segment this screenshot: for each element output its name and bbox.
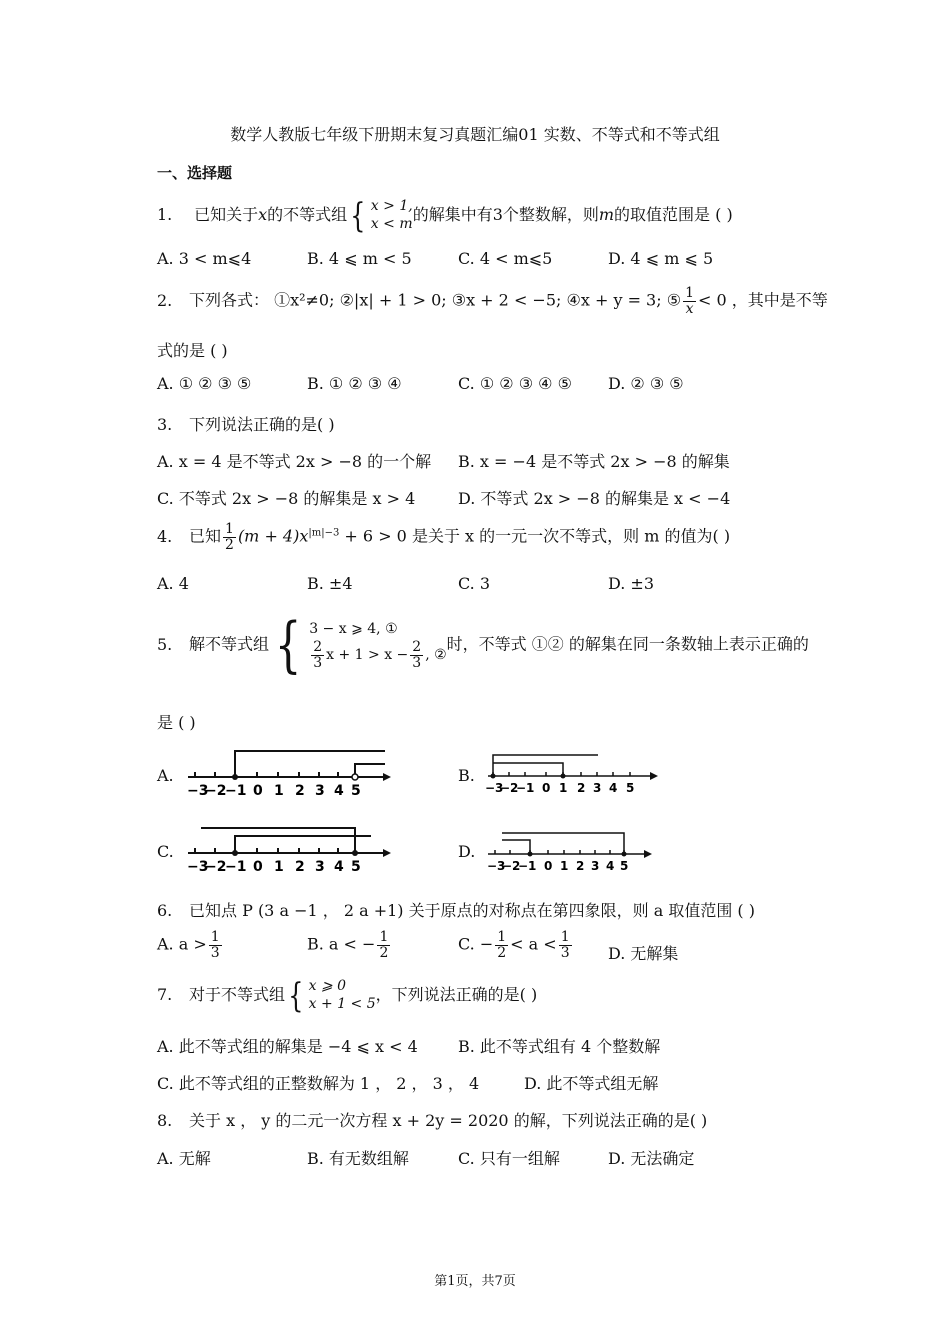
svg-text:2: 2	[295, 859, 305, 872]
number-line-a	[183, 746, 393, 796]
question-8: 8. 关于 x ， y 的二元一次方程 x + 2y = 2020 的解，下列说法正确的是( )	[157, 1111, 708, 1130]
brace: {	[274, 610, 302, 680]
question-2-continued: 式的是 ( )	[157, 341, 228, 360]
q4-option-d: D. ±3	[608, 574, 655, 593]
question-number: 8.	[157, 1111, 173, 1130]
q2-option-d: D. ② ③ ⑤	[608, 374, 684, 393]
q3-option-b: B. x = −4 是不等式 2x > −8 的解集	[458, 452, 730, 471]
svg-text:4: 4	[334, 859, 344, 872]
q2-option-c: C. ① ② ③ ④ ⑤	[458, 374, 572, 393]
svg-text:3: 3	[315, 859, 325, 872]
q1-option-c: C. 4 < m⩽5	[458, 249, 553, 268]
brace: {	[350, 195, 366, 236]
svg-text:1: 1	[274, 859, 284, 872]
question-4: 4. 已知 $\frac{1}{2}$ $(m + 4)x^{|m|-3} + 6 > 0$ 是关于 x 的一元一次不等式，则 m 的值为( )	[157, 521, 731, 553]
q7-option-b: B. 此不等式组有 4 个整数解	[458, 1037, 661, 1056]
q6-option-d: D. 无解集	[608, 944, 679, 963]
question-number: 6.	[157, 901, 173, 920]
svg-text:4: 4	[606, 859, 615, 872]
inequality-system: x ⩾ 0 x + 1 < 5	[308, 978, 376, 1012]
svg-text:0: 0	[542, 781, 551, 794]
q3-option-a: A. x = 4 是不等式 2x > −8 的一个解	[157, 452, 432, 471]
q6-option-b: B. a < − $\frac{1}{2}$	[307, 929, 389, 961]
svg-text:−3: −3	[485, 781, 504, 794]
q3-option-c: C. 不等式 2x > −8 的解集是 x > 4	[157, 489, 416, 508]
fraction: $\frac{1}{2}$	[225, 521, 234, 553]
q5-option-d: D.	[458, 842, 476, 861]
q4-option-c: C. 3	[458, 574, 491, 593]
svg-text:0: 0	[544, 859, 553, 872]
q6-option-a: A. a > $\frac{1}{3}$	[157, 929, 220, 961]
q8-option-d: D. 无法确定	[608, 1149, 695, 1168]
question-number: 3.	[157, 415, 173, 434]
svg-text:−2: −2	[205, 859, 227, 872]
q7-option-d: D. 此不等式组无解	[524, 1074, 659, 1093]
q1-option-a: A. 3 < m⩽4	[157, 249, 252, 268]
svg-text:−2: −2	[502, 859, 521, 872]
q8-option-a: A. 无解	[157, 1149, 211, 1168]
question-3: 3. 下列说法正确的是( )	[157, 415, 335, 434]
svg-text:−2: −2	[500, 781, 519, 794]
svg-text:5: 5	[626, 781, 635, 794]
svg-text:−3: −3	[187, 783, 209, 796]
svg-text:−3: −3	[187, 859, 209, 872]
svg-text:2: 2	[577, 781, 586, 794]
question-1: 1. 已知关于x的不等式组{ x > 1, x < m 的解集中有3个整数解，则m的取值范围是 ( )	[157, 195, 733, 236]
q8-option-b: B. 有无数组解	[307, 1149, 409, 1168]
svg-text:2: 2	[576, 859, 585, 872]
svg-text:5: 5	[351, 783, 361, 796]
q7-option-a: A. 此不等式组的解集是 −4 ⩽ x < 4	[157, 1037, 418, 1056]
question-number: 7.	[157, 985, 173, 1004]
svg-text:−2: −2	[205, 783, 227, 796]
q2-option-b: B. ① ② ③ ④	[307, 374, 402, 393]
question-number: 5.	[157, 634, 173, 654]
svg-text:−1: −1	[518, 859, 537, 872]
svg-text:1: 1	[559, 781, 568, 794]
number-line-d	[484, 826, 664, 872]
q1-option-b: B. 4 ⩽ m < 5	[307, 249, 412, 268]
svg-text:1: 1	[274, 783, 284, 796]
q6-option-c: C. − $\frac{1}{2}$ < a < $\frac{1}{3}$	[458, 929, 570, 961]
svg-text:3: 3	[593, 781, 602, 794]
page-footer: 第1页，共7页	[434, 1274, 516, 1289]
q5-option-b: B.	[458, 766, 475, 785]
fraction: $\frac{1}{x}$	[685, 285, 694, 317]
svg-text:4: 4	[334, 783, 344, 796]
page-title: 数学人教版七年级下册期末复习真题汇编01 实数、不等式和不等式组	[230, 125, 720, 144]
inequality-system: x > 1, x < m	[370, 198, 413, 232]
q7-option-c: C. 此不等式组的正整数解为 1 ， 2 ， 3 ， 4	[157, 1074, 480, 1093]
question-number: 1.	[157, 205, 173, 224]
number-line-b	[484, 748, 664, 794]
question-5-continued: 是 ( )	[157, 713, 196, 732]
svg-text:2: 2	[295, 783, 305, 796]
q5-option-a: A.	[157, 766, 174, 785]
svg-text:1: 1	[560, 859, 569, 872]
question-number: 2.	[157, 290, 173, 310]
svg-text:0: 0	[253, 859, 263, 872]
svg-text:4: 4	[609, 781, 618, 794]
q5-option-c: C.	[157, 842, 174, 861]
section-heading: 一、选择题	[157, 164, 233, 182]
svg-text:3: 3	[591, 859, 600, 872]
svg-text:−3: −3	[487, 859, 506, 872]
question-7: 7. 对于不等式组{ x ⩾ 0 x + 1 < 5 ，下列说法正确的是( )	[157, 975, 538, 1016]
q4-option-a: A. 4	[157, 574, 189, 593]
q4-option-b: B. ±4	[307, 574, 353, 593]
svg-text:5: 5	[351, 859, 361, 872]
q1-option-d: D. 4 ⩽ m ⩽ 5	[608, 249, 714, 268]
q3-option-d: D. 不等式 2x > −8 的解集是 x < −4	[458, 489, 731, 508]
question-5: 5. 解不等式组{ 3 − x ⩾ 4, ① $\frac{2}{3}$ x + 1 > x − $\frac{2}{3}$ , ② 时，不等式 ①② 的解集在同一条数轴上表示正确的	[157, 610, 809, 680]
svg-text:−1: −1	[225, 783, 247, 796]
question-number: 4.	[157, 526, 173, 546]
brace: {	[288, 975, 304, 1016]
svg-text:5: 5	[620, 859, 629, 872]
q2-option-a: A. ① ② ③ ⑤	[157, 374, 252, 393]
question-2: 2. 下列各式： ①x²≠0; ②|x| + 1 > 0; ③x + 2 < −5; ④x + y = 3; ⑤ $\frac{1}{x}$ < 0 ，其中是不等	[157, 285, 828, 317]
inequality-system: 3 − x ⩾ 4, ① $\frac{2}{3}$ x + 1 > x − $\frac{2}{3}$ , ②	[309, 621, 447, 671]
q8-option-c: C. 只有一组解	[458, 1149, 560, 1168]
svg-text:−1: −1	[516, 781, 535, 794]
number-line-c	[183, 822, 393, 872]
question-6: 6. 已知点 P (3 a −1 ， 2 a +1) 关于原点的对称点在第四象限，则 a 取值范围 ( )	[157, 901, 756, 920]
svg-text:0: 0	[253, 783, 263, 796]
svg-text:−1: −1	[225, 859, 247, 872]
svg-text:3: 3	[315, 783, 325, 796]
